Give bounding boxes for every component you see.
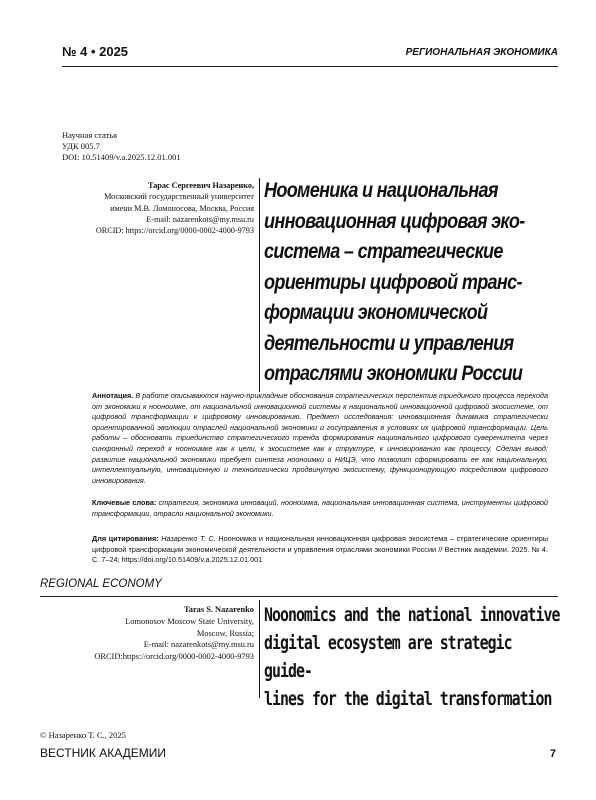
title-en-line: lines for the digital transformation (264, 688, 552, 710)
author-affiliation-ru-2: имени М.В. Ломоносова, Москва, Россия (110, 203, 254, 213)
citation-text[interactable]: Нооноимка и национальная инновационная цифровая экосистема – стратегические ориентиры цифровой трансформации экономической деятельности и управления отраслями экономики России // Вестник академии. 2025. № 4. С. 7–24; https://doi.org/10.51409/v.a.2025.12.01.001 (92, 534, 549, 565)
title-ru-line: формации экономической (264, 301, 488, 324)
footer-journal-name: ВЕСТНИК АКАДЕМИИ (40, 746, 166, 760)
doi: DOI: 10.51409/v.a.2025.12.01.001 (62, 152, 181, 162)
title-ru-line: деятельности и управления (264, 331, 514, 355)
author-orcid-ru[interactable]: ORCID: https://orcid.org/0000-0002-4000-9793 (95, 226, 254, 236)
abstract (92, 391, 548, 486)
author-block-en (40, 604, 254, 663)
title-divider-en (259, 600, 260, 698)
section-divider-en (40, 596, 558, 597)
author-affiliation-en-2: Moscow, Russia; (196, 628, 254, 638)
title-ru-line: инновационная цифровая эко- (264, 209, 525, 233)
title-divider-ru (259, 178, 260, 392)
keywords-text: стратегия, экономика инноваций, нооноимка, национальная инновационная система, инструменты цифровой трансформации, отрасли национальной экономики. (92, 498, 548, 518)
author-affiliation-en: Lomonosov Moscow State University, (125, 616, 254, 626)
author-name-ru: Тарас Сергеевич Назаренко, (147, 181, 254, 190)
article-title-ru (264, 176, 565, 390)
article-meta (62, 130, 181, 163)
abstract-label: Аннотация. (92, 391, 134, 400)
citation (92, 534, 548, 566)
title-ru-line: ориентиры цифровой транс- (264, 270, 522, 294)
keywords-label: Ключевые слова: (92, 498, 157, 507)
author-orcid-en[interactable]: ORCID:https://orcid.org/0000-0002-4000-9793 (94, 652, 254, 662)
article-type: Научная статья (62, 130, 118, 140)
title-en-line: digital ecosystem are strategic guide- (264, 632, 512, 682)
citation-authors: Назаренко Т. С. (161, 534, 216, 543)
copyright: © Назаренко Т. С., 2025 (40, 730, 126, 740)
citation-label: Для цитирования: (92, 534, 159, 543)
header-divider (62, 66, 558, 67)
section-heading-en: REGIONAL ECONOMY (40, 578, 162, 590)
author-block-ru (40, 180, 254, 236)
issue-number: № 4 • 2025 (62, 44, 129, 59)
author-affiliation-ru: Московский государственный университет (104, 192, 254, 202)
running-header-section: РЕГИОНАЛЬНАЯ ЭКОНОМИКА (405, 47, 558, 58)
author-email-ru[interactable]: E-mail: nazarenkots@my.msu.ru (146, 214, 254, 224)
author-name-en: Taras S. Nazarenko (183, 605, 254, 614)
title-en-line: Noonomics and the national innovative (264, 604, 560, 626)
article-title-en (264, 601, 560, 713)
title-ru-line: отраслями экономики России (264, 362, 523, 385)
author-email-en[interactable]: E-mail: nazarenkots@my.msu.ru (143, 640, 254, 650)
title-ru-line: Нооменика и национальная (264, 179, 498, 202)
udk-code: УДК 005.7 (62, 141, 100, 151)
abstract-text: В работе описываются научно-прикладные обоснования стратегических перспектив триединого процесса перехода от экономики к нооноимке, от национальной инновационной системы к национальной инновационной цифровой экосистеме, от цифровой трансформации к цифровому инновированию. Предмет исследования: инновационная динамика стратегически ориентированной эволюции отраслей национальной экономики и госуправления в условиях их цифровой трансформации. Цель работы – обосновать триединство стратегического тренда формирования национального цифрового суверенитета через синхронный переход к нооноимке как к цели, к экосистеме как к структуре, к инновированию как процессу. Сделан вывод: развитие национальной экономики требует синтеза нооноимки и НИЦЭ, что позволит сформировать ее как национальную, интеллектуальную, инновационную и технологически продвинутую экосистему, функционирующую посредством цифрового инновирования. (92, 391, 549, 485)
keywords (92, 498, 548, 519)
page-number: 7 (549, 748, 556, 760)
title-ru-line: система – стратегические (264, 240, 503, 263)
